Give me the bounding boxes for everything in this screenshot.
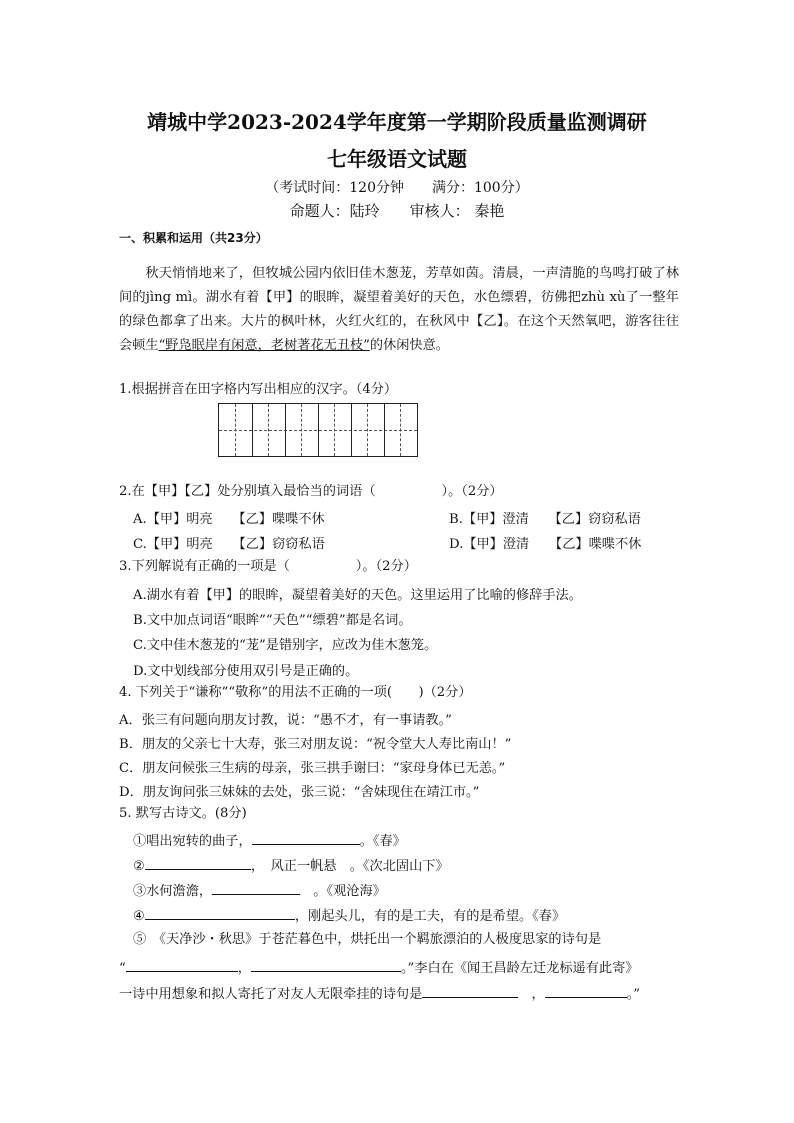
quote-open: “ [119, 961, 126, 976]
grid-dash [235, 404, 236, 456]
q2-option-c[interactable]: C.【甲】明亮 【乙】窃窃私语 [133, 537, 325, 552]
grid-cell-divider [318, 404, 319, 456]
q5-item-3-suffix: 。《观沧海》 [300, 884, 386, 899]
q5-item-4-prefix: ④ [133, 909, 145, 924]
answer-blank[interactable] [145, 905, 295, 920]
grid-dash [400, 404, 401, 456]
question-3: 3.下列解说有正确的一项是（ ）。（2分） [119, 559, 417, 574]
question-1: 1.根据拼音在田字格内写出相应的汉字。（4分） [119, 382, 398, 397]
exam-info: （考试时间：120分钟 满分：100分） [265, 180, 529, 196]
q5-item-6 [119, 983, 640, 1004]
q5-item-5-tail: 。”李白在《闻王昌龄左迁龙标遥有此寄》 [400, 961, 639, 976]
answer-blank[interactable] [422, 983, 518, 998]
question-5: 5. 默写古诗文。(8分) [119, 806, 247, 821]
q4-option-a[interactable]: A．张三有问题向朋友讨教，说：“愚不才，有一事请教。” [119, 713, 452, 728]
comma: ， [518, 987, 545, 1002]
grid-dash [268, 404, 269, 456]
exam-subtitle: 七年级语文试题 [327, 147, 467, 171]
q4-option-c[interactable]: C．朋友问候张三生病的母亲，张三拱手谢曰：“家母身体已无恙。” [119, 761, 506, 776]
answer-blank[interactable] [252, 830, 360, 845]
answer-blank[interactable] [251, 957, 401, 972]
comma: ， [237, 961, 251, 976]
q4-option-b[interactable]: B．朋友的父亲七十大寿，张三对朋友说：“祝令堂大人寿比南山！” [119, 737, 512, 752]
reading-passage [119, 262, 679, 358]
section-heading: 一、积累和运用（共23分） [119, 231, 268, 245]
q5-item-4-suffix: ，刚起头儿，有的是工夫，有的是希望。《春》 [294, 909, 566, 924]
passage-text: 秋天悄悄地来了，但牧城公园内依旧佳木葱茏，芳草如茵。清晨，一声清脆的鸟鸣打破了林间的jìng mì。湖水有着【甲】的眼眸，凝望着美好的天色，水色缥碧，彷佛把zhù xù了一整年的绿色都拿了出来。大片的枫叶林，火红火红的，在秋风中【乙】。在这个天然氧吧，游客往往会顿生 [119, 266, 679, 353]
q2-option-b[interactable]: B.【甲】澄清 【乙】窃窃私语 [449, 512, 641, 527]
q5-item-2 [133, 855, 449, 876]
q5-item-3-prefix: ③水何澹澹， [133, 884, 213, 899]
exam-title: 靖城中学2023-2024学年度第一学期阶段质量监测调研 [147, 110, 647, 134]
q5-item-6-suffix: 。” [626, 987, 641, 1002]
answer-blank[interactable] [126, 957, 238, 972]
q5-item-1-prefix: ①唱出宛转的曲子， [133, 834, 252, 849]
grid-dash [367, 404, 368, 456]
q2-option-d[interactable]: D.【甲】澄清 【乙】喋喋不休 [449, 537, 642, 552]
q5-item-1-suffix: 。《春》 [359, 834, 406, 849]
grid-cell-divider [285, 404, 286, 456]
passage-quote: “野凫眠岸有闲意，老树著花无丑枝” [158, 338, 370, 353]
grid-cell-divider [252, 404, 253, 456]
grid-dash [301, 404, 302, 456]
question-2: 2.在【甲】【乙】处分别填入最恰当的词语（ ）。（2分） [119, 484, 503, 499]
question-4: 4. 下列关于“谦称”“敬称”的用法不正确的一项( )（2分） [119, 685, 472, 700]
answer-blank[interactable] [545, 983, 627, 998]
q5-item-2-prefix: ② [133, 859, 145, 874]
answer-blank[interactable] [145, 855, 251, 870]
q3-option-b[interactable]: B.文中加点词语“眼眸”“天色”“缥碧”都是名词。 [133, 613, 412, 628]
exam-authors: 命题人：陆玲 审核人： 秦艳 [289, 202, 505, 220]
q5-item-5-cont [119, 957, 638, 978]
q3-option-a[interactable]: A.湖水有着【甲】的眼眸，凝望着美好的天色。这里运用了比喻的修辞手法。 [133, 588, 582, 603]
q4-option-d[interactable]: D．朋友询问张三妹妹的去处，张三说：“舍妹现住在靖江市。” [119, 785, 480, 800]
grid-cell-divider [351, 404, 352, 456]
tianzige-grid[interactable] [218, 403, 418, 457]
q3-option-c[interactable]: C.文中佳木葱茏的“茏”是错别字，应改为佳木葱笼。 [133, 638, 438, 653]
grid-dash [334, 404, 335, 456]
q5-item-6-prefix: 一诗中用想象和拟人寄托了对友人无限牵挂的诗句是 [119, 987, 423, 1002]
q5-item-5: ⑤ 《天净沙・秋思》于苍茫暮色中，烘托出一个羁旅漂泊的人极度思家的诗句是 [133, 932, 602, 947]
q3-option-d[interactable]: D.文中划线部分使用双引号是正确的。 [133, 664, 359, 679]
q5-item-2-suffix: ， 风正一帆悬 。《次北固山下》 [250, 859, 449, 874]
q2-option-a[interactable]: A.【甲】明亮 【乙】喋喋不休 [133, 512, 325, 527]
q5-item-1 [133, 830, 406, 851]
answer-blank[interactable] [212, 880, 300, 895]
grid-cell-divider [384, 404, 385, 456]
passage-text-end: 的休闲快意。 [369, 338, 449, 353]
q5-item-3 [133, 880, 386, 901]
q5-item-4 [133, 905, 565, 926]
